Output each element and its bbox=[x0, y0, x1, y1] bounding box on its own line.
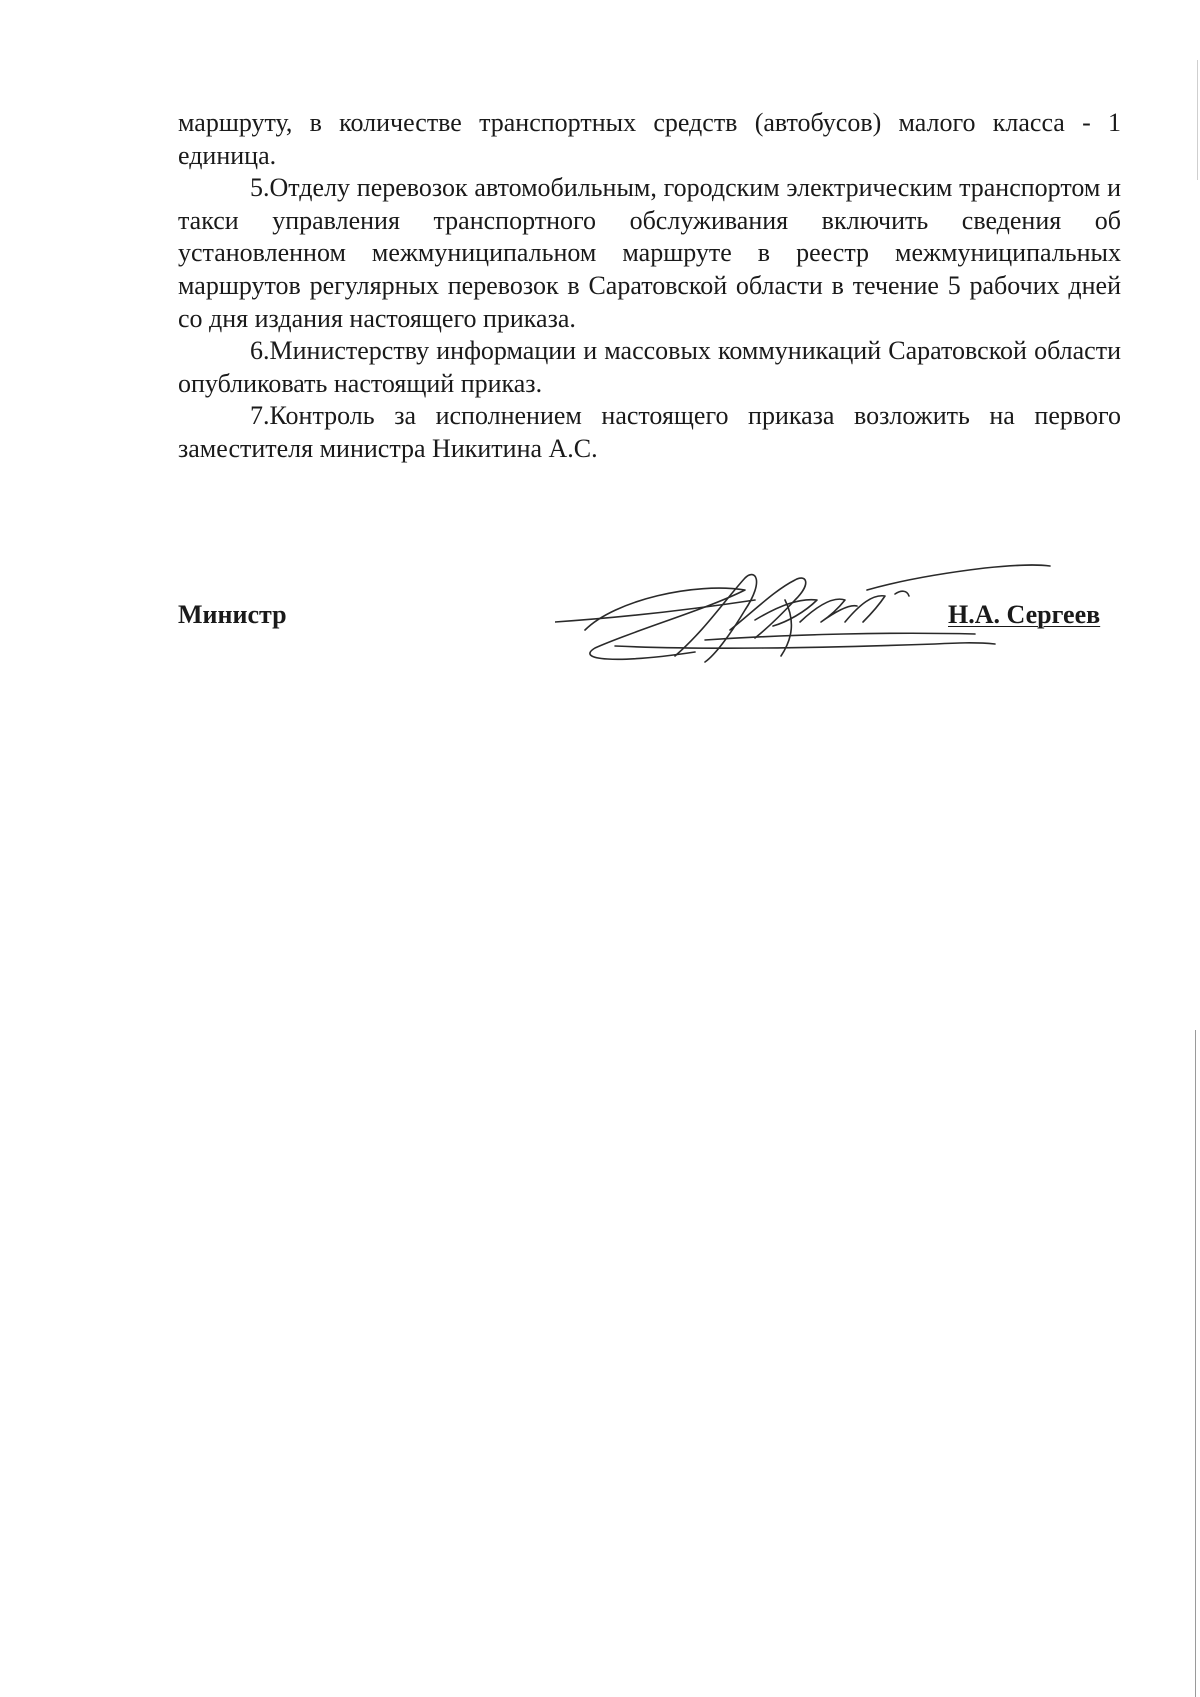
paragraph-continuation: маршруту, в количестве транспортных средств (автобусов) малого класса - 1 единица. bbox=[178, 108, 1121, 170]
paragraph-item-5: 5.Отделу перевозок автомобильным, городским электрическим транспортом и такси управления транспортного обслуживания включить сведения об установленном межмуниципальном маршруте в реестр межмуниципальных маршрутов регулярных перевозок в Саратовской области в течение 5 рабочих дней со дня издания настоящего приказа. bbox=[178, 173, 1121, 333]
paragraph-item-7: 7.Контроль за исполнением настоящего приказа возложить на первого заместителя министра Никитина А.С. bbox=[178, 401, 1121, 463]
paragraph-item-6: 6.Министерству информации и массовых коммуникаций Саратовской области опубликовать настоящий приказ. bbox=[178, 336, 1121, 398]
document-body bbox=[178, 107, 1121, 466]
scan-edge-line bbox=[1197, 60, 1198, 180]
scan-edge-line bbox=[1195, 1030, 1196, 1697]
signatory-position: Министр bbox=[178, 600, 287, 629]
signatory-name: Н.А. Сергеев bbox=[948, 600, 1101, 629]
